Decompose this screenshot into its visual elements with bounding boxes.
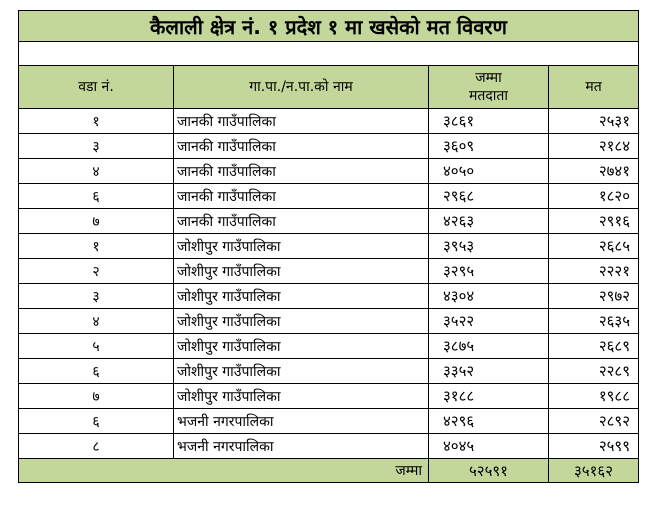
ward-cell: ३ [19, 134, 174, 159]
name-cell: जोशीपुर गाउँपालिका [174, 284, 429, 309]
voters-cell: ३१८८ [429, 384, 549, 409]
voters-cell: ३३५२ [429, 359, 549, 384]
votes-cell: २२८९ [549, 359, 639, 384]
table-row [19, 409, 639, 434]
header-votes: मत [549, 66, 639, 109]
name-cell: जोशीपुर गाउँपालिका [174, 234, 429, 259]
title-row [19, 11, 639, 42]
votes-cell: २९१६ [549, 209, 639, 234]
name-cell: जानकी गाउँपालिका [174, 184, 429, 209]
votes-cell: २५९९ [549, 434, 639, 459]
votes-cell: २५३१ [549, 109, 639, 134]
votes-cell: २८९२ [549, 409, 639, 434]
ward-cell: १ [19, 234, 174, 259]
table-row [19, 359, 639, 384]
name-cell: भजनी नगरपालिका [174, 434, 429, 459]
ward-cell: ४ [19, 159, 174, 184]
vote-summary-table [18, 10, 639, 483]
total-votes: ३५१६२ [549, 459, 639, 483]
name-cell: जानकी गाउँपालिका [174, 209, 429, 234]
ward-cell: ८ [19, 434, 174, 459]
voters-cell: ३९५३ [429, 234, 549, 259]
table-row [19, 184, 639, 209]
ward-cell: ७ [19, 384, 174, 409]
name-cell: जोशीपुर गाउँपालिका [174, 359, 429, 384]
table-row [19, 234, 639, 259]
table-row [19, 284, 639, 309]
name-cell: जोशीपुर गाउँपालिका [174, 259, 429, 284]
table-row [19, 159, 639, 184]
name-cell: जानकी गाउँपालिका [174, 109, 429, 134]
ward-cell: ३ [19, 284, 174, 309]
header-row [19, 66, 639, 109]
ward-cell: ४ [19, 309, 174, 334]
name-cell: जानकी गाउँपालिका [174, 159, 429, 184]
header-name: गा.पा./न.पा.को नाम [174, 66, 429, 109]
name-cell: जानकी गाउँपालिका [174, 134, 429, 159]
ward-cell: ५ [19, 334, 174, 359]
ward-cell: ६ [19, 359, 174, 384]
name-cell: जोशीपुर गाउँपालिका [174, 334, 429, 359]
votes-cell: २९७२ [549, 284, 639, 309]
voters-cell: ४२६३ [429, 209, 549, 234]
table-row [19, 309, 639, 334]
table-row [19, 109, 639, 134]
table-title: कैलाली क्षेत्र नं. १ प्रदेश १ मा खसेको मत विवरण [19, 11, 639, 42]
voters-cell: ४२९६ [429, 409, 549, 434]
voters-cell: ४३०४ [429, 284, 549, 309]
voters-cell: ३२९५ [429, 259, 549, 284]
table-row [19, 134, 639, 159]
table-row [19, 434, 639, 459]
voters-cell: ३८६१ [429, 109, 549, 134]
blank-row [19, 42, 639, 66]
votes-cell: २१८४ [549, 134, 639, 159]
votes-cell: २२२१ [549, 259, 639, 284]
voters-cell: ३६०९ [429, 134, 549, 159]
total-label: जम्मा [19, 459, 429, 483]
votes-cell: १८२० [549, 184, 639, 209]
table-row [19, 334, 639, 359]
table-row [19, 384, 639, 409]
total-voters: ५२५९१ [429, 459, 549, 483]
voters-cell: २९६८ [429, 184, 549, 209]
name-cell: भजनी नगरपालिका [174, 409, 429, 434]
votes-cell: २६८९ [549, 334, 639, 359]
voters-cell: ४०५० [429, 159, 549, 184]
ward-cell: २ [19, 259, 174, 284]
table-row [19, 259, 639, 284]
ward-cell: १ [19, 109, 174, 134]
blank-cell [19, 42, 639, 66]
voters-cell: ३८७५ [429, 334, 549, 359]
voters-cell: ३५२२ [429, 309, 549, 334]
votes-cell: १९८८ [549, 384, 639, 409]
header-ward: वडा नं. [19, 66, 174, 109]
vote-summary-sheet [18, 10, 638, 483]
ward-cell: ६ [19, 409, 174, 434]
votes-cell: २६८५ [549, 234, 639, 259]
table-row [19, 209, 639, 234]
data-body [19, 109, 639, 459]
voters-cell: ४०४५ [429, 434, 549, 459]
header-voters: जम्मा मतदाता [429, 66, 549, 109]
ward-cell: ७ [19, 209, 174, 234]
name-cell: जोशीपुर गाउँपालिका [174, 384, 429, 409]
total-row [19, 459, 639, 483]
name-cell: जोशीपुर गाउँपालिका [174, 309, 429, 334]
ward-cell: ६ [19, 184, 174, 209]
votes-cell: २७४१ [549, 159, 639, 184]
votes-cell: २६३५ [549, 309, 639, 334]
